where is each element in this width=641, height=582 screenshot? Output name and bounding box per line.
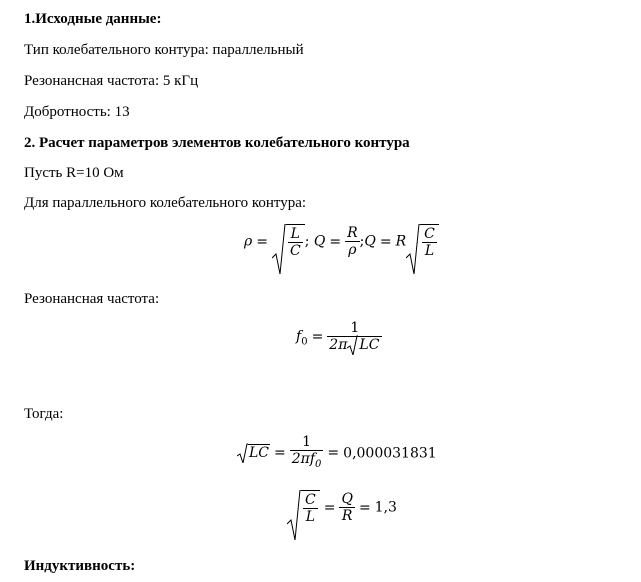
let-r-line: Пусть R=10 Ом [24, 165, 124, 181]
section-1-heading: 1.Исходные данные: [24, 11, 162, 27]
section-2-heading: 2. Расчет параметров элементов колебательного контура [24, 135, 410, 151]
resonant-frequency-label: Резонансная частота: [24, 291, 160, 307]
radical-sign-icon [237, 443, 248, 463]
fraction-r-over-rho: $\frac{R}{\rho}$ [347, 225, 358, 258]
ratio-value: 1,3 [374, 499, 397, 516]
radical-sign-icon [287, 490, 301, 540]
then-label: Тогда: [24, 406, 64, 422]
sqrt-c-over-l: $\frac{C}{L}$ [406, 224, 439, 259]
resonant-frequency-formula: $f_0$ = 1 2π LC [296, 320, 382, 353]
resonant-frequency-line: Резонансная частота: 5 кГц [24, 73, 199, 89]
circuit-type-line: Тип колебательного контура: параллельный [24, 42, 304, 58]
sqrt-lc: LC [347, 337, 380, 353]
fraction-resonance: 1 2π LC [327, 320, 382, 353]
characteristic-impedance-formula: ρ = $\frac{L}{C}$ ; Q = $\frac{R}{\rho}$ ;Q = R $\frac{C}{L}$ [244, 224, 439, 259]
radical-sign-icon [347, 335, 358, 355]
ratio-calculation: $\frac{C}{L}$ = $\frac{Q}{R}$ = 1,3 [287, 490, 397, 525]
sqrt-lc-calculation: LC = $\frac{1}{2\pi f_0}$ = 0,000031831 [237, 434, 437, 473]
fraction-l-over-c: $\frac{L}{C}$ [289, 226, 301, 259]
q-factor-line: Добротность: 13 [24, 104, 130, 120]
parallel-circuit-line: Для параллельного колебательного контура: [24, 195, 307, 211]
inductance-heading: Индуктивность: [24, 558, 136, 574]
equals-sign: = [256, 233, 268, 250]
sqrt-lc-value: 0,000031831 [343, 445, 437, 462]
sqrt-l-over-c [272, 224, 305, 259]
radical-sign-icon [272, 224, 286, 274]
rho-symbol: ρ [244, 233, 253, 250]
radical-sign-icon [406, 224, 420, 274]
